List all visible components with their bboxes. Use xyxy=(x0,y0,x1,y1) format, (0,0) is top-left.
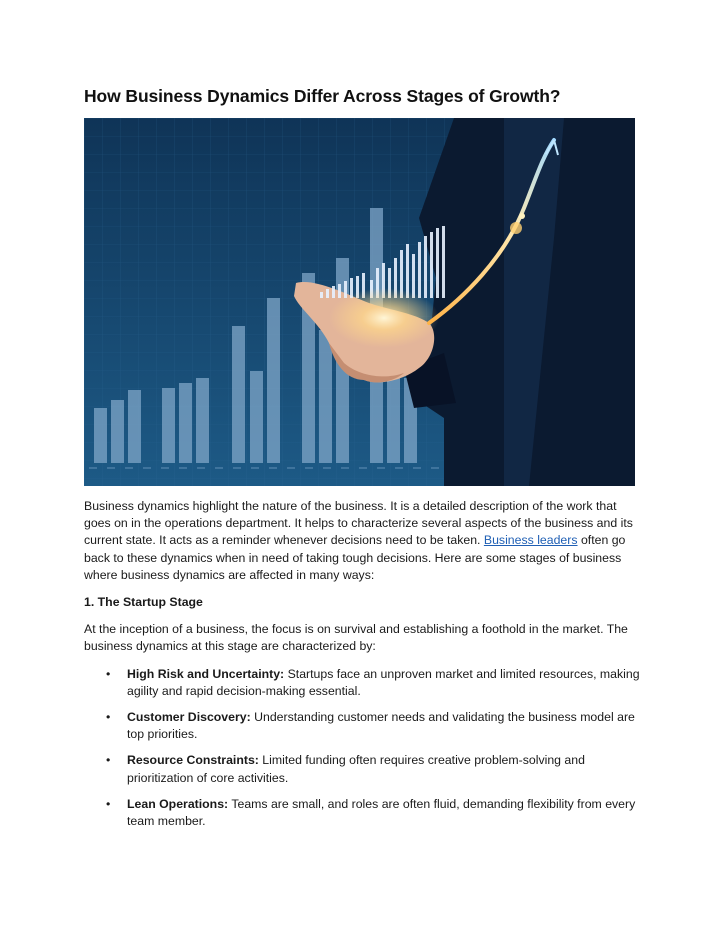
section-heading-startup: 1. The Startup Stage xyxy=(84,595,203,610)
bullet-icon: • xyxy=(106,753,111,768)
list-item: • Lean Operations: Teams are small, and roles are often fluid, demanding flexibility from every team member. xyxy=(106,796,636,829)
article-title: How Business Dynamics Differ Across Stages of Growth? xyxy=(84,86,561,106)
list-item: • High Risk and Uncertainty: Startups face an unproven market and limited resources, making agility and rapid decision-making essential. xyxy=(106,666,640,698)
bullet-icon: • xyxy=(106,796,111,811)
list-item: • Customer Discovery: Understanding customer needs and validating the business model are top priorities. xyxy=(106,710,635,742)
hand-glow xyxy=(329,288,439,348)
article-body xyxy=(84,498,644,839)
startup-bullet-list xyxy=(84,666,644,831)
list-item: • Resource Constraints: Limited funding often requires creative problem-solving and prioritization of core activities. xyxy=(106,753,585,785)
intro-paragraph: Business dynamics highlight the nature of the business. It is a detailed description of the work that goes on in the operations department. It helps to characterize several aspects of the business and its current state. It acts as a reminder whenever decisions need to be taken. Business leaders often go back to these dynamics when in need of taking tough decisions. Here are some stages of business where business dynamics are affected in many ways: xyxy=(84,499,633,582)
hero-image xyxy=(84,118,635,486)
bullet-icon: • xyxy=(106,666,111,681)
business-leaders-link[interactable]: Business leaders xyxy=(483,533,578,548)
section-intro: At the inception of a business, the focus is on survival and establishing a foothold in the market. The business dynamics at this stage are characterized by: xyxy=(84,622,628,654)
bullet-icon: • xyxy=(106,710,111,725)
